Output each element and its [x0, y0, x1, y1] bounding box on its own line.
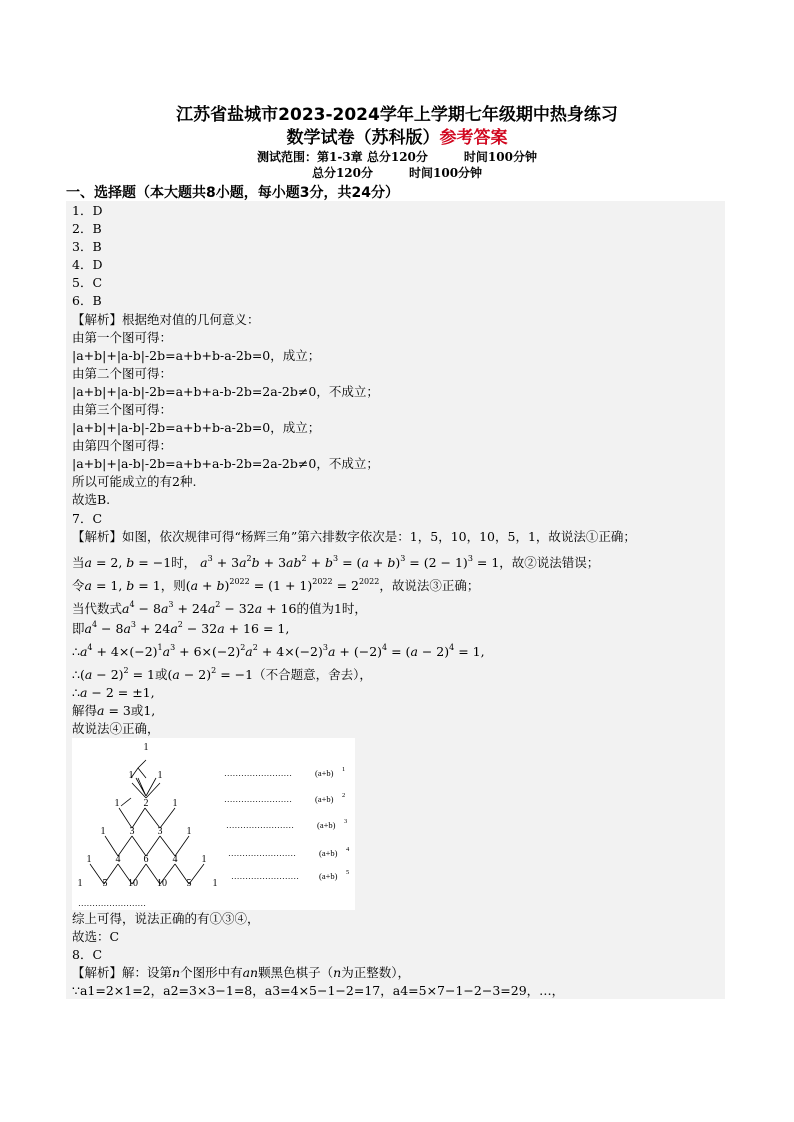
q6-line: 由第三个图可得： — [72, 402, 173, 417]
triangle-cell: 4 — [172, 854, 178, 865]
triangle-cell: 4 — [115, 854, 121, 865]
q6-conclusion: 故选B. — [72, 492, 111, 507]
triangle-cell: 1 — [186, 826, 192, 837]
q7-line-10: 故说法④正确， — [72, 721, 160, 736]
triangle-cell: 6 — [143, 854, 149, 865]
expansion-exponent: 4 — [346, 846, 350, 853]
triangle-cell: 1 — [77, 878, 83, 889]
triangle-cell: 1 — [143, 742, 149, 753]
expansion-exponent: 5 — [346, 869, 350, 876]
q6-line: |a+b|+|a-b|-2b=a+b+b-a-2b=0，成立； — [72, 420, 321, 435]
answer-3: 3．B — [72, 239, 102, 254]
q7-line-6: $\therefore a^4 + 4\times(-2)^1a^3 + 6\times(-2)^2a^2 + 4\times(-2)^3a + (-2)^4 = (a - 2)^4 = 1$, — [72, 643, 485, 659]
triangle-cell: 3 — [129, 826, 135, 837]
triangle-cell: 1 — [114, 798, 120, 809]
doc-title-line1: 江苏省盐城市2023-2024学年上学期七年级期中热身练习 — [176, 105, 618, 125]
pascal-triangle-figure — [72, 738, 355, 910]
q8-line-2: ∵a1=2×1=2，a2=3×3−1=8，a3=4×5−1−2=17，a4=5×7−1−2−3=29，…， — [72, 983, 565, 998]
q6-line: |a+b|+|a-b|-2b=a+b+b-a-2b=0，成立； — [72, 348, 321, 363]
q7-line-5: 即$a^4 - 8a^3 + 24a^2 - 32a + 16 = 1$, — [72, 620, 290, 636]
expansion-label: (a+b) — [317, 820, 336, 830]
scope-text: 测试范围：第1-3章 总分120分 — [257, 150, 428, 164]
q6-analysis: 【解析】根据绝对值的几何意义： — [72, 312, 260, 327]
pascal-triangle-svg — [72, 738, 355, 910]
q6-line: 由第四个图可得： — [72, 438, 173, 453]
expansion-exponent: 1 — [342, 766, 346, 773]
q6-line: 由第二个图可得： — [72, 366, 173, 381]
expansion-exponent: 3 — [344, 818, 348, 825]
bottom-dots: …………………… — [78, 898, 146, 908]
expansion-label: (a+b) — [315, 794, 334, 804]
total-text: 总分120分 — [311, 166, 373, 180]
dots: …………………… — [228, 848, 296, 858]
answer-2: 2．B — [72, 221, 102, 236]
title-answer-key: 参考答案 — [439, 128, 508, 148]
expansion-label: (a+b) — [315, 768, 334, 778]
triangle-cell: 10 — [128, 878, 138, 889]
q8-analysis: 【解析】解：设第n个图形中有an颗黑色棋子（n为正整数）， — [72, 965, 410, 980]
dots: …………………… — [224, 794, 292, 804]
triangle-cell: 1 — [157, 770, 163, 781]
dots: …………………… — [224, 768, 292, 778]
q6-line: 由第一个图可得： — [72, 330, 173, 345]
q7-line-8: ∴a − 2 = ±1, — [72, 685, 155, 700]
section-title: 一、选择题（本大题共8小题，每小题3分，共24分） — [66, 185, 399, 201]
scope-time: 时间100分钟 — [463, 150, 537, 164]
expansion-exponent: 2 — [342, 792, 346, 799]
triangle-cell: 10 — [157, 878, 167, 889]
doc-title-line2 — [0, 123, 794, 148]
expansion-label: (a+b) — [319, 871, 338, 881]
triangle-numbers — [78, 742, 218, 889]
q6-line: |a+b|+|a-b|-2b=a+b+a-b-2b=2a-2b≠0，不成立； — [72, 384, 379, 399]
q7-line-7: ∴(a − 2)$^2$ = 1或$(a - 2)^2 = -1$（不合题意，舍去）， — [72, 666, 372, 682]
q7-line-4: 当代数式$a^4 - 8a^3 + 24a^2 - 32a + 16$的值为1时， — [72, 600, 367, 616]
triangle-cell: 1 — [128, 770, 134, 781]
answer-1: 1．D — [72, 203, 103, 218]
triangle-cell: 1 — [212, 878, 218, 889]
total-time: 时间100分钟 — [409, 166, 483, 180]
dots: …………………… — [226, 820, 294, 830]
q7-summary: 综上可得，说法正确的有①③④， — [72, 911, 260, 926]
expansion-label: (a+b) — [319, 848, 338, 858]
triangle-cell: 1 — [100, 826, 106, 837]
test-total — [0, 164, 794, 181]
answer-5: 5．C — [72, 275, 103, 290]
q7-line-2: 当a = 2, b = −1时， $a^3 + 3a^2b + 3ab^2 + b^3 = (a + b)^3 = (2 - 1)^3 = 1$，故②说法错误； — [72, 554, 600, 570]
title-subject: 数学试卷（苏科版） — [286, 128, 440, 148]
q6-line: |a+b|+|a-b|-2b=a+b+a-b-2b=2a-2b≠0，不成立； — [72, 456, 379, 471]
triangle-cell: 5 — [186, 878, 192, 889]
triangle-cell: 2 — [143, 798, 149, 809]
test-scope — [0, 148, 794, 165]
triangle-cell: 3 — [157, 826, 163, 837]
triangle-cell: 1 — [86, 854, 92, 865]
answer-6: 6．B — [72, 293, 102, 308]
q7-analysis: 【解析】如图，依次规律可得“杨辉三角”第六排数字依次是：1，5，10，10，5，1，故说法①正确； — [72, 529, 636, 544]
answer-7: 7．C — [72, 511, 103, 526]
q7-line-3: 令a = 1, b = 1，则$(a + b)^{2022} = (1 + 1)^{2022} = 2^{2022}$，故说法③正确； — [72, 577, 480, 593]
triangle-cell: 1 — [172, 798, 178, 809]
answer-8: 8．C — [72, 947, 103, 962]
triangle-cell: 5 — [102, 878, 108, 889]
q7-conclusion: 故选：C — [72, 929, 120, 944]
q6-line: 所以可能成立的有2种. — [72, 474, 197, 489]
q7-line-9: 解得a = 3或1, — [72, 703, 156, 718]
dots: …………………… — [231, 871, 299, 881]
answer-4: 4．D — [72, 257, 103, 272]
triangle-cell: 1 — [201, 854, 207, 865]
